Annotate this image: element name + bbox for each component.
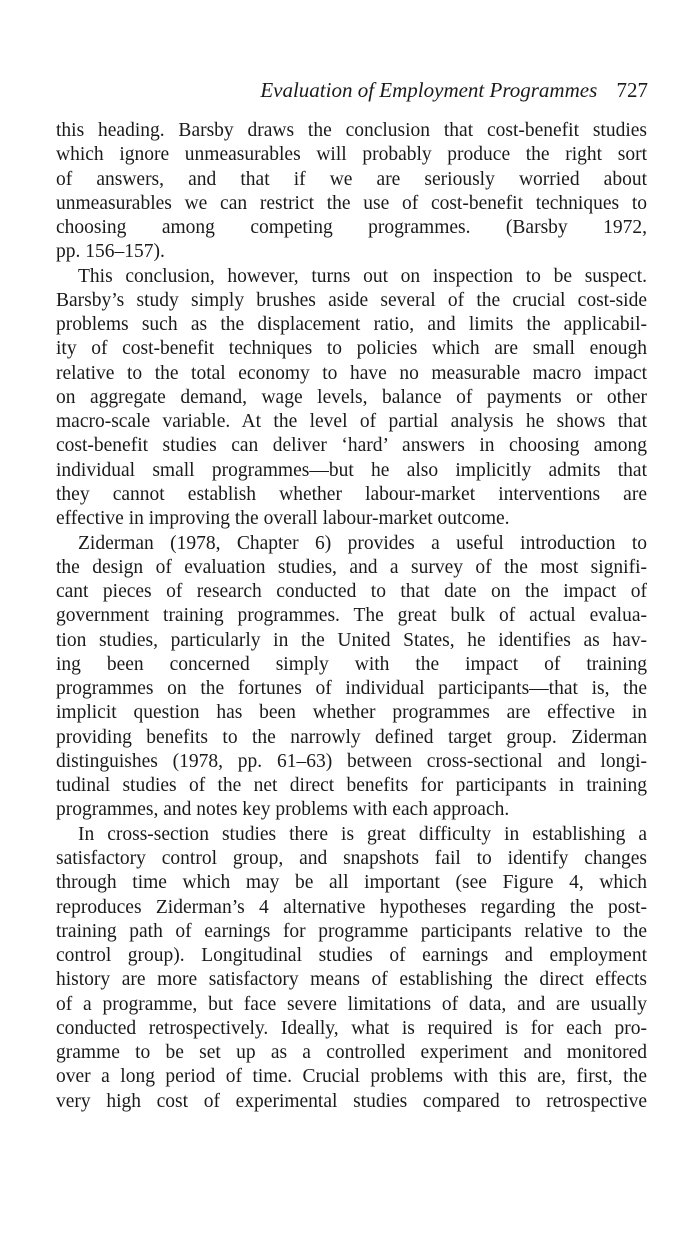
paragraph bbox=[56, 265, 647, 532]
text-line: over a long period of time. Crucial problems with this are, first, the bbox=[56, 1066, 647, 1088]
text-line: very high cost of experimental studies compared to retrospective bbox=[56, 1090, 647, 1112]
text-line: relative to the total economy to have no measurable macro impact bbox=[56, 362, 647, 384]
running-title: Evaluation of Employment Programmes bbox=[260, 78, 598, 102]
text-line: through time which may be all important (see Figure 4, which bbox=[56, 872, 647, 894]
text-line: tion studies, particularly in the United States, he identifies as hav- bbox=[56, 629, 647, 651]
text-line: control group). Longitudinal studies of earnings and employment bbox=[56, 945, 647, 967]
text-line: implicit question has been whether programmes are effective in bbox=[56, 702, 647, 724]
text-line: programmes, and notes key problems with each approach. bbox=[56, 799, 510, 821]
text-line: This conclusion, however, turns out on inspection to be suspect. bbox=[78, 265, 647, 287]
page-number: 727 bbox=[616, 78, 648, 102]
text-line: training path of earnings for programme participants relative to the bbox=[56, 920, 647, 942]
text-line: gramme to be set up as a controlled experiment and monitored bbox=[56, 1042, 647, 1064]
text-line: of answers, and that if we are seriously worried about bbox=[56, 168, 647, 190]
body-text bbox=[56, 119, 647, 1114]
text-line: providing benefits to the narrowly defined target group. Ziderman bbox=[56, 726, 647, 748]
text-line: government training programmes. The great bulk of actual evalua- bbox=[56, 605, 647, 627]
text-line: ity of cost-benefit techniques to policies which are small enough bbox=[56, 338, 647, 360]
text-line: history are more satisfactory means of establishing the direct effects bbox=[56, 969, 647, 991]
text-line: which ignore unmeasurables will probably produce the right sort bbox=[56, 144, 647, 166]
text-line: choosing among competing programmes. (Barsby 1972, bbox=[56, 217, 647, 239]
text-line: on aggregate demand, wage levels, balance of payments or other bbox=[56, 386, 647, 408]
text-line: conducted retrospectively. Ideally, what is required is for each pro- bbox=[56, 1017, 647, 1039]
text-line: macro-scale variable. At the level of partial analysis he shows that bbox=[56, 411, 647, 433]
text-line: cost-benefit studies can deliver ‘hard’ answers in choosing among bbox=[56, 435, 647, 457]
text-line: cant pieces of research conducted to that date on the impact of bbox=[56, 581, 647, 603]
paragraph bbox=[56, 119, 647, 265]
text-line: this heading. Barsby draws the conclusion that cost-benefit studies bbox=[56, 120, 647, 141]
text-line: of a programme, but face severe limitations of data, and are usually bbox=[56, 993, 647, 1015]
text-line: the design of evaluation studies, and a survey of the most signifi- bbox=[56, 556, 647, 578]
paragraph bbox=[56, 532, 647, 823]
text-line: unmeasurables we can restrict the use of cost-benefit techniques to bbox=[56, 192, 647, 214]
paragraph bbox=[56, 823, 647, 1114]
text-line: satisfactory control group, and snapshots fail to identify changes bbox=[56, 847, 647, 869]
text-line: Barsby’s study simply brushes aside several of the crucial cost-side bbox=[56, 289, 647, 311]
text-line: effective in improving the overall labour-market outcome. bbox=[56, 508, 510, 530]
text-line: distinguishes (1978, pp. 61–63) between cross-sectional and longi- bbox=[56, 750, 647, 772]
text-line: programmes on the fortunes of individual participants—that is, the bbox=[56, 678, 647, 700]
text-line: pp. 156–157). bbox=[56, 241, 165, 263]
text-line: Ziderman (1978, Chapter 6) provides a useful introduction to bbox=[78, 532, 647, 554]
text-line: problems such as the displacement ratio, and limits the applicabil- bbox=[56, 314, 647, 336]
text-line: they cannot establish whether labour-market interventions are bbox=[56, 483, 647, 505]
text-line: individual small programmes—but he also implicitly admits that bbox=[56, 459, 647, 481]
text-line: ing been concerned simply with the impact of training bbox=[56, 653, 647, 675]
text-line: tudinal studies of the net direct benefits for participants in training bbox=[56, 775, 647, 797]
text-line: In cross-section studies there is great difficulty in establishing a bbox=[78, 823, 647, 845]
running-head bbox=[56, 76, 648, 104]
text-line: reproduces Ziderman’s 4 alternative hypotheses regarding the post- bbox=[56, 896, 647, 918]
